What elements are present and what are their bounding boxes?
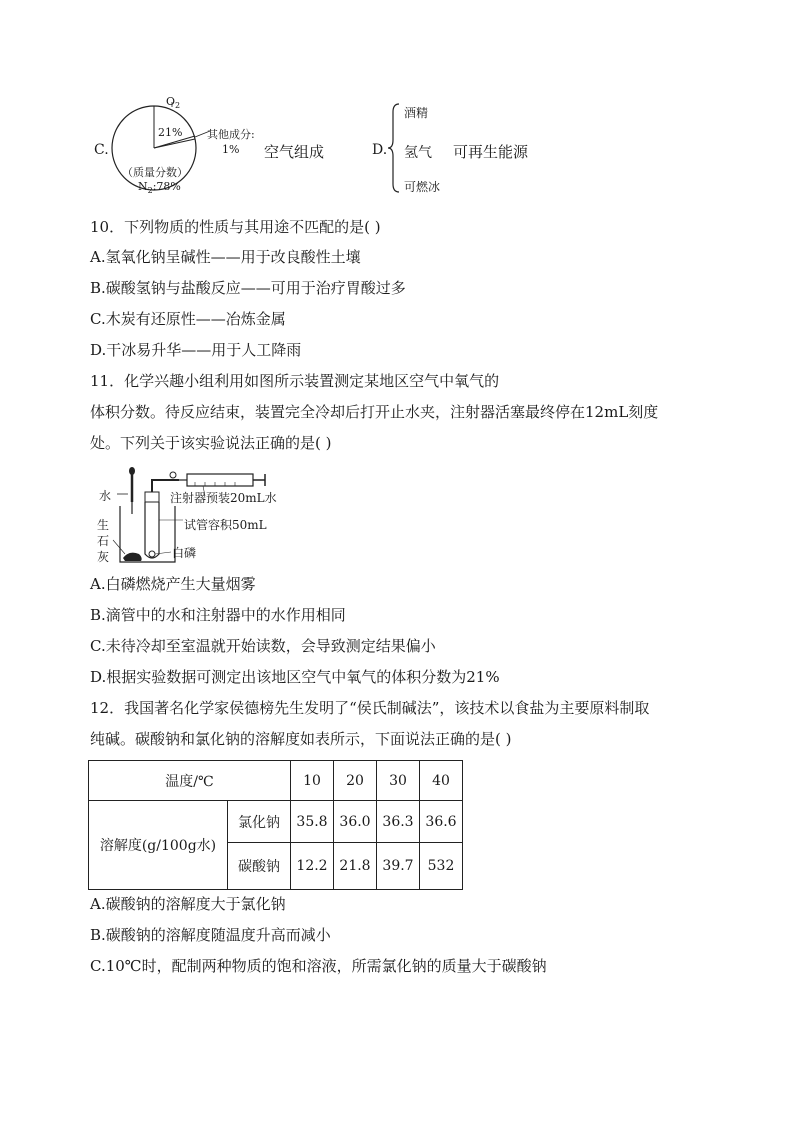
question-stem-line-2: 纯碱。碳酸钠和氯化钠的溶解度如表所示，下面说法正确的是( ) <box>90 730 512 748</box>
other-percent: 1% <box>222 143 240 156</box>
left-brace-icon <box>387 100 403 196</box>
n2-label: $N_2:78\%$ <box>138 180 181 196</box>
air-composition-caption: 空气组成 <box>264 143 325 161</box>
option-a: A.氢氧化钠呈碱性——用于改良酸性土壤 <box>90 248 361 266</box>
table-row <box>89 801 463 843</box>
option-b: B.滴管中的水和注射器中的水作用相同 <box>90 606 346 624</box>
table-cell: 36.3 <box>377 801 420 843</box>
option-letter: C. <box>94 142 109 158</box>
solubility-row-header: 溶解度(g/100g水) <box>89 801 228 890</box>
o2-label: $O_2$ <box>166 95 181 111</box>
table-cell: 40 <box>420 761 463 801</box>
option-b: B.碳酸钠的溶解度随温度升高而减小 <box>90 926 331 944</box>
option-a: A.白磷燃烧产生大量烟雾 <box>90 575 256 593</box>
solubility-table <box>88 760 463 890</box>
table-cell: 20 <box>334 761 377 801</box>
option-d: D.根据实验数据可测定出该地区空气中氧气的体积分数为21% <box>90 668 500 686</box>
renewable-energy-caption: 可再生能源 <box>453 143 529 161</box>
option-c: C.未待冷却至室温就开始读数，会导致测定结果偏小 <box>90 637 436 655</box>
water-label: 水 <box>99 489 112 503</box>
question-stem: 10．下列物质的性质与其用途不匹配的是( ) <box>90 218 381 236</box>
table-cell: 532 <box>420 843 463 890</box>
substance-name: 碳酸钠 <box>228 843 291 890</box>
white-phosphorus-label: 白磷 <box>172 546 197 560</box>
table-cell: 36.6 <box>420 801 463 843</box>
fuel-item-hydrogen: 氢气 <box>404 145 432 161</box>
syringe-label: 注射器预装20mL水 <box>170 491 277 505</box>
fuel-item-combustible-ice: 可燃冰 <box>404 180 441 194</box>
fuel-item-alcohol: 酒精 <box>404 106 429 120</box>
option-d: D.干冰易升华——用于人工降雨 <box>90 341 302 359</box>
option-letter: D. <box>372 142 388 158</box>
question-stem-line-1: 11．化学兴趣小组利用如图所示装置测定某地区空气中氧气的 <box>90 372 500 390</box>
table-cell: 36.0 <box>334 801 377 843</box>
question-stem-line-2: 体积分数。待反应结束，装置完全冷却后打开止水夹，注射器活塞最终停在12mL刻度 <box>90 403 659 421</box>
option-b: B.碳酸氢钠与盐酸反应——可用于治疗胃酸过多 <box>90 279 406 297</box>
table-cell: 12.2 <box>291 843 334 890</box>
o2-percent: 21% <box>158 126 183 139</box>
option-c: C.10℃时，配制两种物质的饱和溶液，所需氯化钠的质量大于碳酸钠 <box>90 957 547 975</box>
temperature-header: 温度/℃ <box>89 761 291 801</box>
question-stem-line-3: 处。下列关于该实验说法正确的是( ) <box>90 434 332 452</box>
other-label: 其他成分: <box>207 128 255 141</box>
tube-volume-label: 试管容积50mL <box>184 518 267 532</box>
table-cell: 10 <box>291 761 334 801</box>
option-c: C.木炭有还原性——冶炼金属 <box>90 310 286 328</box>
option-a: A.碳酸钠的溶解度大于氯化钠 <box>90 895 286 913</box>
mass-fraction-label: （质量分数） <box>122 166 188 179</box>
substance-name: 氯化钠 <box>228 801 291 843</box>
table-cell: 30 <box>377 761 420 801</box>
table-header-row <box>89 761 463 801</box>
quicklime-label: 生 石 灰 <box>97 518 110 564</box>
table-cell: 39.7 <box>377 843 420 890</box>
table-cell: 21.8 <box>334 843 377 890</box>
table-cell: 35.8 <box>291 801 334 843</box>
question-stem-line-1: 12．我国著名化学家侯德榜先生发明了“侯氏制碱法”，该技术以食盐为主要原料制取 <box>90 699 650 717</box>
